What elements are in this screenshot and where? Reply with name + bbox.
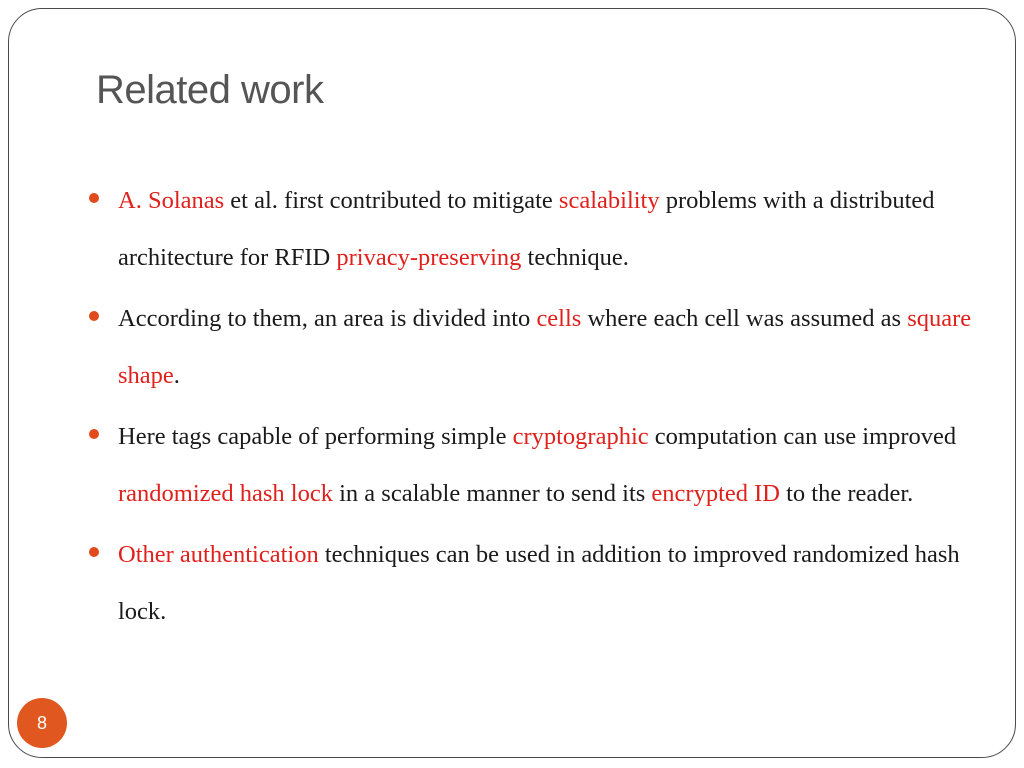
bullet-item <box>118 526 998 640</box>
page-number-badge: 8 <box>17 698 67 748</box>
bullet-dot-icon <box>89 311 99 321</box>
segment: encrypted ID <box>651 480 780 507</box>
segment: cryptographic <box>512 423 649 450</box>
segment: square shape <box>118 305 972 389</box>
segment: et al. first contributed to mitigate <box>224 187 559 214</box>
segment: where each cell was assumed as <box>581 305 908 332</box>
segment: cells <box>536 305 582 332</box>
segment: privacy-preserving <box>336 244 522 271</box>
bullet-item <box>118 290 998 404</box>
bullet-dot-icon <box>89 547 99 557</box>
segment: randomized hash lock <box>118 480 333 507</box>
segment: computation can use improved <box>648 423 957 450</box>
segment: According to them, an area is divided into <box>118 305 537 332</box>
segment: scalability <box>558 187 660 214</box>
segment: techniques can be used in addition to improved randomized hash lock. <box>118 541 960 625</box>
segment: in a scalable manner to send its <box>333 480 652 507</box>
bullet-item <box>118 172 998 286</box>
segment: A. Solanas <box>118 187 225 214</box>
slide-title: Related work <box>96 68 324 112</box>
segment: . <box>173 362 180 389</box>
segment: to the reader. <box>779 480 914 507</box>
segment: problems with a distributed architecture for RFID <box>118 187 935 271</box>
bullet-dot-icon <box>89 429 99 439</box>
bullet-item <box>118 408 998 522</box>
segment: Other authentication <box>118 541 319 568</box>
bullet-dot-icon <box>89 193 99 203</box>
segment: Here tags capable of performing simple <box>118 423 513 450</box>
segment: technique. <box>521 244 629 271</box>
bullet-list <box>118 172 998 644</box>
